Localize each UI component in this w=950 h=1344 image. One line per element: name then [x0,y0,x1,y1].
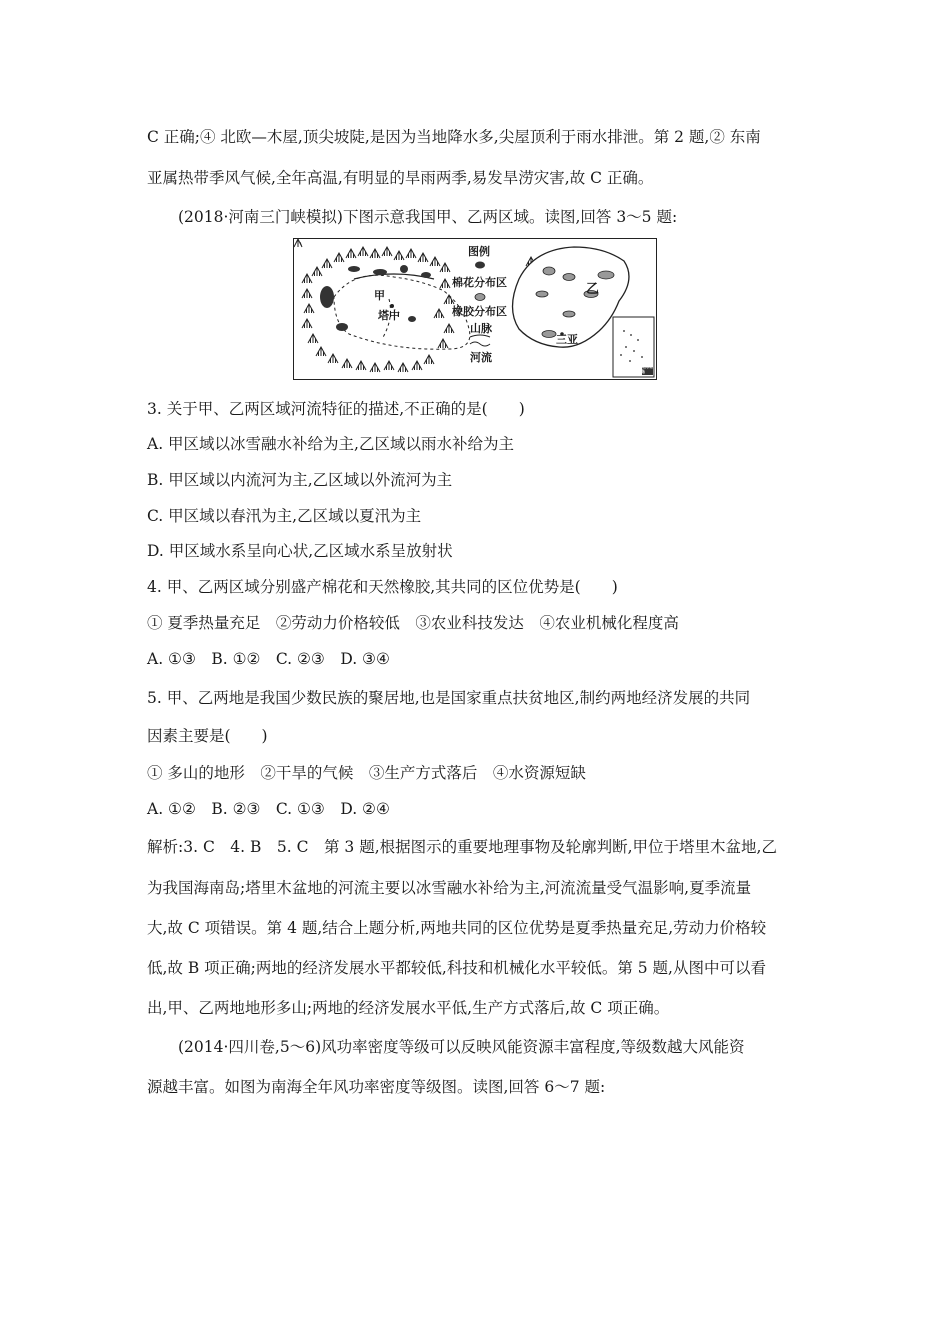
mountain-icon [412,361,422,370]
text-line: 出,甲、乙两地地形多山;两地的经济发展水平低,生产方式落后,故 C 项正确。 [147,999,670,1017]
mountain-icon [322,259,332,268]
text-line: 因素主要是( ) [147,727,268,745]
mountain-icon [370,363,380,372]
cotton-area [336,323,348,331]
mountain-icon [440,263,450,272]
mountain-symbols [294,239,302,247]
mountain-icon [384,361,394,370]
mountain-icon [438,339,448,348]
text-line: ① 夏季热量充足 ②劳动力价格较低 ③农业科技发达 ④农业机械化程度高 [147,614,679,632]
text-line: ① 多山的地形 ②干旱的气候 ③生产方式落后 ④水资源短缺 [147,764,586,782]
label-sanya: 三亚 [556,333,578,346]
text-line: C 正确;④ 北欧—木屋,顶尖坡陡,是因为当地降水多,尖屋顶利于雨水排泄。第 2 题,② 东南 [147,128,761,146]
text-line: 亚属热带季风气候,全年高温,有明显的旱雨两季,易发旱涝灾害,故 C 正确。 [147,169,654,187]
legend-cotton-swatch [475,262,485,269]
legend-river-label: 河流 [470,351,492,364]
label-yi: 乙 [586,282,600,297]
text-line: C. 甲区域以春汛为主,乙区域以夏汛为主 [147,507,422,525]
mountain-icon [302,319,312,328]
text-line: 解析:3. C 4. B 5. C 第 3 题,根据图示的重要地理事物及轮廓判断,甲位于塔里木盆地,乙 [147,838,777,856]
mountain-icon [346,249,356,258]
map-figure [293,238,657,380]
mountain-icon [430,257,440,266]
text-line: 为我国海南岛;塔里木盆地的河流主要以冰雪融水补给为主,河流流量受气温影响,夏季流量 [147,879,752,897]
label-tazhong: 塔中 [378,309,400,322]
mountain-icon [382,247,392,256]
text-line: 低,故 B 项正确;两地的经济发展水平都较低,科技和机械化水平较低。第 5 题,从图中可以看 [147,959,766,977]
legend-title: 图例 [468,245,490,258]
mountain-icon [434,309,444,318]
cotton-area [408,316,416,322]
mountain-icon [356,361,366,370]
legend-cotton-label: 棉花分布区 [452,276,507,289]
text-line: 源越丰富。如图为南海全年风功率密度等级图。读图,回答 6～7 题: [147,1078,606,1096]
mountain-icon [302,289,312,298]
legend-rubber-swatch [475,294,485,301]
mountain-icon [328,354,338,363]
mountain-icon [370,249,380,258]
mountain-icon [440,279,450,288]
legend-river-line [470,342,490,346]
text-line: A. ①③ B. ①② C. ②③ D. ③④ [147,650,390,668]
cotton-area [373,269,387,275]
text-line: (2014·四川卷,5～6)风功率密度等级可以反映风能资源丰富程度,等级数越大风能资 [178,1038,745,1056]
mountain-icon [304,304,314,313]
cotton-area [400,265,408,273]
text-line: A. ①② B. ②③ C. ①③ D. ②④ [147,800,390,818]
mountain-icon [418,253,428,262]
cotton-area [348,266,360,272]
text-line: 4. 甲、乙两区域分别盛产棉花和天然橡胶,其共同的区位优势是( ) [147,578,618,596]
mountain-icon [444,324,454,333]
mountain-icon [316,347,326,356]
text-line: D. 甲区域水系呈向心状,乙区域水系呈放射状 [147,542,453,560]
mountain-icon [398,363,408,372]
text-line: (2018·河南三门峡模拟)下图示意我国甲、乙两区域。读图,回答 3～5 题: [178,208,678,226]
legend-rubber-label: 橡胶分布区 [452,305,507,318]
inset-caption: 南海诸岛 [641,364,653,374]
mountain-icon [342,359,352,368]
legend-mountain-label: 山脉 [470,322,492,335]
mountain-icon [302,274,312,283]
mountain-icon [424,355,434,364]
text-line: 5. 甲、乙两地是我国少数民族的聚居地,也是国家重点扶贫地区,制约两地经济发展的共同 [147,689,751,707]
tazhong-dot [390,304,394,308]
text-line: A. 甲区域以冰雪融水补给为主,乙区域以雨水补给为主 [147,435,514,453]
mountain-icon [394,251,404,260]
legend-mountain-line [470,335,490,337]
mountain-icon [312,267,322,276]
mountain-icon [308,334,318,343]
text-line: 3. 关于甲、乙两区域河流特征的描述,不正确的是( ) [147,400,525,418]
cotton-area [320,286,334,308]
label-jia: 甲 [374,289,385,302]
mountain-icon [334,253,344,262]
mountain-icon [444,295,454,304]
mountain-icon [406,249,416,258]
cotton-area [421,272,431,278]
mountain-icon [358,247,368,256]
text-line: B. 甲区域以内流河为主,乙区域以外流河为主 [147,471,453,489]
text-line: 大,故 C 项错误。第 4 题,结合上题分析,两地共同的区位优势是夏季热量充足,劳动力价格较 [147,919,767,937]
